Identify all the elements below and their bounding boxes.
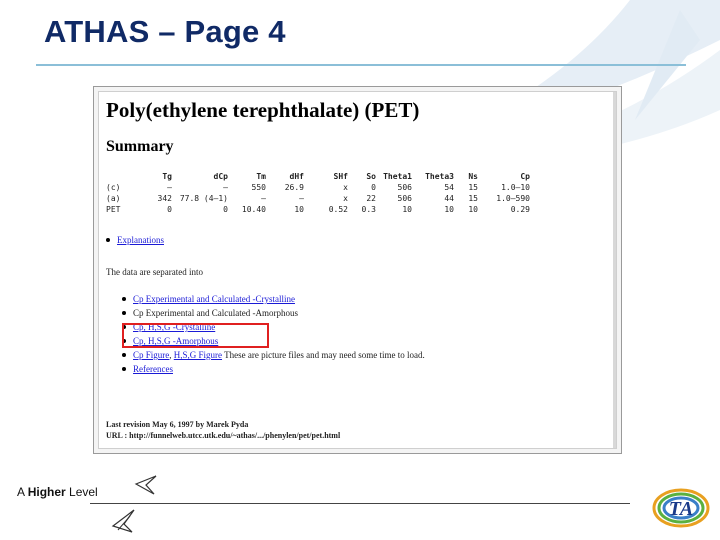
url-line: URL : http://funnelweb.utcc.utk.edu/~athas/.../phenylen/pet/pet.html — [106, 431, 341, 440]
webpage-screenshot — [93, 86, 622, 454]
bird-icon — [110, 506, 138, 534]
table-cell: x — [343, 183, 348, 192]
tagline-prefix: A — [17, 485, 28, 499]
explanations-link[interactable]: Explanations — [117, 235, 164, 245]
column-header: dHf — [289, 172, 304, 181]
table-cell: 77.8 (4–1) — [179, 194, 228, 203]
table-cell: 10 — [402, 205, 412, 214]
summary-table — [104, 171, 532, 215]
list-item — [120, 348, 425, 362]
table-cell: 22 — [366, 194, 376, 203]
column-header: So — [366, 172, 376, 181]
column-header: Ns — [468, 172, 478, 181]
table-cell: (c) — [106, 183, 121, 192]
table-cell: – — [299, 194, 304, 203]
table-cell: 10.40 — [241, 205, 266, 214]
table-cell: 342 — [157, 194, 172, 203]
table-row — [104, 204, 532, 215]
table-cell: 506 — [397, 194, 412, 203]
explanations-list — [104, 233, 164, 247]
column-header: SHf — [333, 172, 348, 181]
hsg-crystalline-link[interactable]: Cp, H,S,G -Crystalline — [133, 322, 216, 332]
column-header — [104, 171, 138, 182]
table-cell: 0.29 — [510, 205, 530, 214]
table-cell: 1.0–10 — [501, 183, 530, 192]
cp-amorphous-text: Cp Experimental and Calculated -Amorphous — [133, 308, 298, 318]
table-row — [104, 193, 532, 204]
table-cell: (a) — [106, 194, 121, 203]
table-cell: 550 — [251, 183, 266, 192]
table-cell: – — [167, 183, 172, 192]
table-cell: 506 — [397, 183, 412, 192]
hsg-amorphous-link[interactable]: Cp, H,S,G -Amorphous — [133, 336, 219, 346]
table-cell: 0 — [371, 183, 376, 192]
table-header-row — [104, 171, 532, 182]
table-cell: 15 — [468, 183, 478, 192]
summary-heading: Summary — [106, 138, 174, 155]
figure-separator: , — [169, 350, 174, 360]
footer-divider — [90, 503, 630, 504]
highlight-box — [122, 323, 269, 348]
list-item — [120, 306, 425, 320]
table-cell: 10 — [294, 205, 304, 214]
table-cell: 10 — [444, 205, 454, 214]
table-cell: 1.0–590 — [496, 194, 530, 203]
cp-crystalline-link[interactable]: Cp Experimental and Calculated -Crystalline — [133, 294, 295, 304]
table-cell: 0.52 — [328, 205, 348, 214]
table-cell: 44 — [444, 194, 454, 203]
tagline — [17, 485, 98, 499]
column-header: Tg — [162, 172, 172, 181]
slide-title: ATHAS – Page 4 — [44, 14, 286, 49]
column-header: Cp — [520, 172, 530, 181]
scrollbar[interactable] — [613, 92, 616, 448]
logo-text: TA — [668, 498, 694, 520]
page-heading: Poly(ethylene terephthalate) (PET) — [106, 98, 420, 122]
webpage-content — [98, 91, 617, 449]
table-row — [104, 182, 532, 193]
column-header: Tm — [256, 172, 266, 181]
column-header: Theta3 — [425, 172, 454, 181]
bird-icon — [134, 474, 158, 496]
list-item — [120, 362, 425, 376]
revision-line: Last revision May 6, 1997 by Marek Pyda — [106, 420, 249, 429]
table-cell: 0.3 — [361, 205, 376, 214]
table-cell: – — [261, 194, 266, 203]
table-cell: 15 — [468, 194, 478, 203]
title-divider — [36, 64, 686, 66]
list-item — [120, 292, 425, 306]
table-cell: 0 — [223, 205, 228, 214]
table-cell: x — [343, 194, 348, 203]
table-cell: 0 — [167, 205, 172, 214]
table-cell: PET — [106, 205, 121, 214]
revision-info — [106, 419, 340, 441]
hsg-figure-link[interactable]: H,S,G Figure — [173, 350, 223, 360]
cp-figure-link[interactable]: Cp Figure — [133, 350, 170, 360]
figure-note: These are picture files and may need some time to load. — [222, 350, 425, 360]
table-cell: 10 — [468, 205, 478, 214]
tagline-suffix: Level — [65, 485, 98, 499]
table-cell: 54 — [444, 183, 454, 192]
references-link[interactable]: References — [133, 364, 173, 374]
tagline-bold: Higher — [27, 485, 66, 499]
table-cell: – — [223, 183, 228, 192]
separated-text: The data are separated into — [106, 267, 203, 277]
table-cell: 26.9 — [284, 183, 304, 192]
ta-logo-icon — [650, 482, 712, 532]
column-header: Theta1 — [383, 172, 412, 181]
column-header: dCp — [213, 172, 228, 181]
list-item — [104, 233, 164, 247]
